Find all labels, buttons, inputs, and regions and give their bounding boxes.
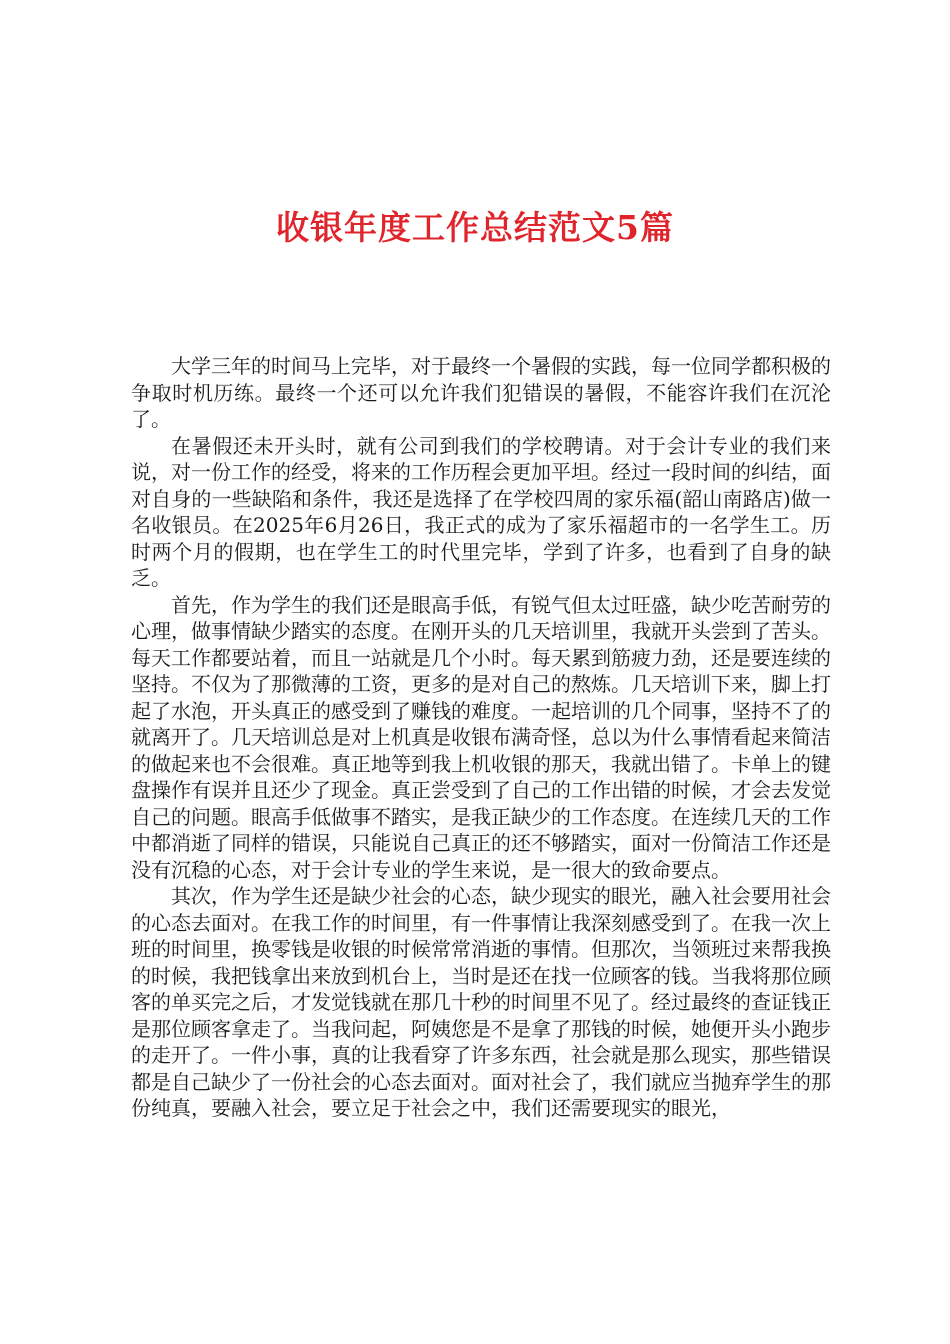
- paragraph: 其次，作为学生还是缺少社会的心态，缺少现实的眼光，融入社会要用社会的心态去面对。在我工作的时间里，有一件事情让我深刻感受到了。在我一次上班的时间里，换零钱是收银的时候常常消逝的事情。但那次，当领班过来帮我换的时候，我把钱拿出来放到机台上，当时是还在找一位顾客的钱。当我将那位顾客的单买完之后，才发觉钱就在那几十秒的时间里不见了。经过最终的查证钱正是那位顾客拿走了。当我问起，阿姨您是不是拿了那钱的时候，她便开头小跑步的走开了。一件小事，真的让我看穿了许多东西，社会就是那么现实，那些错误都是自己缺少了一份社会的心态去面对。面对社会了，我们就应当抛弃学生的那份纯真，要融入社会，要立足于社会之中，我们还需要现实的眼光，: [131, 884, 831, 1120]
- paragraph: 在暑假还未开头时，就有公司到我们的学校聘请。对于会计专业的我们来说，对一份工作的经受，将来的工作历程会更加平坦。经过一段时间的纠结，面对自身的一些缺陷和条件，我还是选择了在学校四周的家乐福(韶山南路店)做一名收银员。在2025年6月26日，我正式的成为了家乐福超市的一名学生工。历时两个月的假期，也在学生工的时代里完毕，学到了许多，也看到了自身的缺乏。: [131, 433, 831, 590]
- document-title: 收银年度工作总结范文5篇: [276, 208, 674, 247]
- paragraph: 首先，作为学生的我们还是眼高手低，有锐气但太过旺盛，缺少吃苦耐劳的心理，做事情缺少踏实的态度。在刚开头的几天培训里，我就开头尝到了苦头。每天工作都要站着，而且一站就是几个小时。每天累到筋疲力劲，还是要连续的坚持。不仅为了那微薄的工资，更多的是对自己的熬炼。几天培训下来，脚上打起了水泡，开头真正的感受到了赚钱的难度。一起培训的几个同事，坚持不了的就离开了。几天培训总是对上机真是收银布满奇怪，总以为什么事情看起来简洁的做起来也不会很难。真正地等到我上机收银的那天，我就出错了。卡单上的键盘操作有误并且还少了现金。真正尝受到了自己的工作出错的时候，才会去发觉自己的问题。眼高手低做事不踏实，是我正缺少的工作态度。在连续几天的工作中都消逝了同样的错误，只能说自己真正的还不够踏实，面对一份简洁工作还是没有沉稳的心态，对于会计专业的学生来说，是一很大的致命要点。: [131, 592, 831, 882]
- paragraph: 大学三年的时间马上完毕，对于最终一个暑假的实践，每一位同学都积极的争取时机历练。最终一个还可以允许我们犯错误的暑假，不能容许我们在沉沦了。: [131, 354, 831, 431]
- document-body: [131, 353, 831, 1122]
